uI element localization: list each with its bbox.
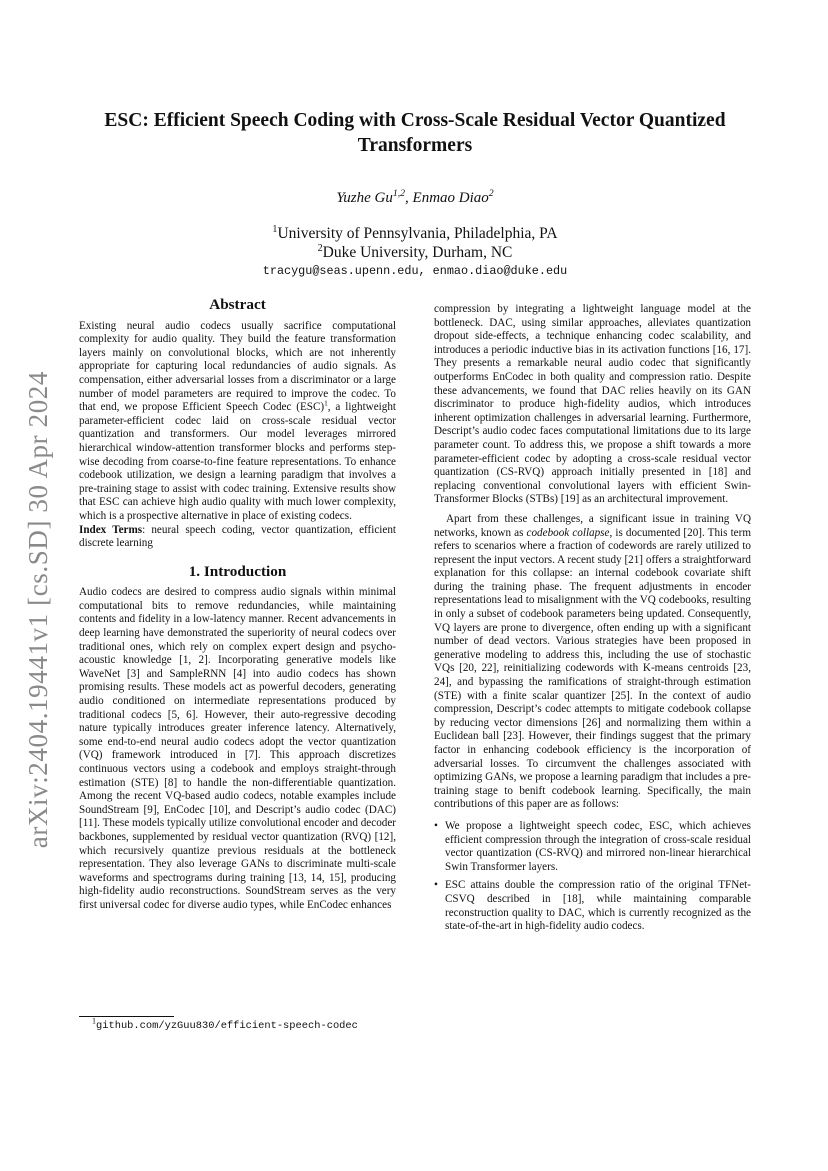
affiliations bbox=[80, 224, 750, 262]
affiliation-line bbox=[80, 224, 750, 243]
index-terms-text: : neural speech coding, vector quantization, efficient discrete learning bbox=[79, 523, 396, 550]
author-name: Enmao Diao bbox=[412, 190, 489, 206]
left-column bbox=[79, 298, 396, 913]
author-name: Yuzhe Gu bbox=[336, 190, 393, 206]
introduction-heading: 1. Introduction bbox=[188, 562, 287, 580]
affil-mark: 2 bbox=[317, 242, 323, 254]
intro-paragraph-continued: compression by integrating a lightweight language model at the bottleneck. DAC, using similar approaches, alleviates quantization dropout side-effects, a technique enhancing codec scalability, and introduces a periodic inductive bias in its activation functions [16, 17]. They presents a remarkable neural audio codec that significantly outperforms EnCodec in both quality and compression ratio. Despite these advancements, we found that DAC relies heavily on its GAN discriminator to produce high-fidelity audios, which introduces inherent optimization challenges in adversarial learning. Furthermore, Descript’s audio codec faces computational limitations due to its large parameter count. To address this, we propose a shift towards a more parameter-efficient codec by adopting a cross-scale residual vector quantization (CS-RVQ) approach initially presented in [18] and replacing conventional convolutional layers with efficient Swin-Transformer Blocks (STBs) [19] as an architectural improvement. bbox=[434, 303, 751, 506]
paragraph-text: , is documented [20]. This term refers to scenarios where a fraction of codewords are rarely utilized to represent the input vectors. A recent study [21] offers a straightforward explanation for this collapse: an internal codebook covariate shift during the training phase. The frequent adjustments in encoder representations lead to misalignment with the VQ codebooks, resulting in only a subset of codebook parameters being updated. Consequently, VQ layers are prone to divergence, often ending up with a significant number of dead vectors. Various strategies have been proposed in generative modeling to address this, including the use of stochastic VQs [20, 22], reinitializing codewords with K-means centroids [23, 24], and bypassing the ramifications of straight-through estimation (STE) with a finite scalar quantizer [25]. In the context of audio compression, Descript’s codec attempts to mitigate codebook collapse by reducing vector dimensions [26] and normalizing them within a Euclidean ball [23]. However, their findings suggest that the primary factor in enhancing codebook efficiency is the incorporation of adversarial losses. To circumvent the challenges associated with optimizing GANs, we propose a learning paradigm that includes a pre-training stage to benift codebook learning. Specifically, the main contributions of this paper are as follows: bbox=[434, 526, 751, 811]
author-line bbox=[80, 190, 750, 207]
abstract-text-part: Existing neural audio codecs usually sacrifice computational complexity for audio quality. They build the feature transformation layers mainly on convolutional blocks, which are not inherently appropriate for capturing local redundancies of audio signals. As compensation, either adversarial losses from a discriminator or a large number of model parameters are required to improve the codec. To that end, we propose Efficient Speech Codec (ESC) bbox=[79, 319, 396, 414]
footnote-number: 1 bbox=[92, 1016, 96, 1026]
list-item: • ESC attains double the compression ratio of the original TFNet-CSVQ described in [18], while maintaining comparable reconstruction quality to DAC, which is currently recognized as the state-of-the-art in high-fidelity audio codecs. bbox=[434, 879, 751, 933]
author-affil-mark: 2 bbox=[488, 188, 494, 199]
paper-title: ESC: Efficient Speech Coding with Cross-Scale Residual Vector Quantized Transformers bbox=[104, 110, 726, 156]
author-affil-mark: 1,2 bbox=[392, 188, 406, 199]
affiliation-text: University of Pennsylvania, Philadelphia, PA bbox=[277, 225, 558, 242]
paragraph-text: Apart from these challenges, a significant issue in training VQ networks, known as bbox=[434, 512, 751, 539]
intro-paragraph: Audio codecs are desired to compress audio signals within minimal computational bits to remove redundancies, while maintaining contents and fidelity in a low-latency manner. Recent advancements in deep learning have demonstrated the superiority of neural codecs over traditional ones, which rely on complex expert design and psycho-acoustic knowledge [1, 2]. Incorporating generative models like WaveNet [3] and SampleRNN [4] into audio codecs has shown promising results. These models act as powerful decoders, generating audio conditioned on intermediate representations produced by traditional codecs [5, 6]. However, their auto-regressive decoding nature typically introduces greater inference latency. Alternatively, some end-to-end neural audio codecs adopt the vector quantization (VQ) framework introduced in [7]. This approach discretizes continuous vectors using a codebook and employs straight-through estimation (STE) [8] to handle the non-differentiable quantization. Among the recent VQ-based audio codecs, notable examples include SoundStream [9], EnCodec [10], and Descript’s audio codec (DAC) [11]. These models typically utilize convolutional encoder and decoder backbones, supplemented by residual vector quantization (RVQ) [12], which recursively quantize previous residuals at the bottleneck representation. They also leverage GANs to discriminate multi-scale waveforms and spectrograms during training [13, 14, 15], producing high-fidelity audio reconstructions. SoundStream serves as the very first universal codec for diverse audio types, while EnCodec enhances bbox=[79, 586, 396, 911]
abstract-text bbox=[79, 320, 396, 524]
list-item: • We propose a lightweight speech codec, ESC, which achieves efficient compression through the integration of cross-scale residual vector quantization (CS-RVQ) and mirrored non-linear hierarchical Swin Transformer layers. bbox=[434, 820, 751, 874]
emphasized-term: codebook collapse bbox=[526, 526, 610, 539]
right-column bbox=[434, 303, 751, 939]
author-separator: , bbox=[405, 190, 413, 206]
arxiv-watermark bbox=[12, 360, 64, 860]
abstract-heading: Abstract bbox=[209, 296, 266, 313]
affiliation-text: Duke University, Durham, NC bbox=[322, 244, 513, 261]
affil-mark: 1 bbox=[272, 223, 278, 235]
footnote bbox=[92, 1016, 358, 1032]
footnote-mark: 1 bbox=[324, 399, 328, 408]
affiliation-line bbox=[80, 243, 750, 262]
intro-paragraph bbox=[434, 513, 751, 812]
footnote-link[interactable]: github.com/yzGuu830/efficient-speech-codec bbox=[96, 1020, 358, 1032]
index-terms bbox=[79, 524, 396, 551]
author-emails: tracygu@seas.upenn.edu, enmao.diao@duke.edu bbox=[262, 264, 568, 278]
arxiv-id-label: arXiv:2404.19441v1 [cs.SD] 30 Apr 2024 bbox=[22, 371, 53, 849]
abstract-text-part: , a lightweight parameter-efficient codec laid on cross-scale residual vector quantization and transformers. Our model leverages mirrored hierarchical window-attention transformer blocks and performs step-wise decoding from coarse-to-fine feature representations. To enhance codebook utilization, we design a learning paradigm that involves a pre-training stage to assist with codec training. Extensive results show that ESC can achieve high audio quality with much lower complexity, which is a prospective alternative in place of existing codecs. bbox=[79, 401, 396, 522]
index-terms-label: Index Terms bbox=[79, 523, 143, 536]
contributions-list bbox=[434, 820, 751, 934]
